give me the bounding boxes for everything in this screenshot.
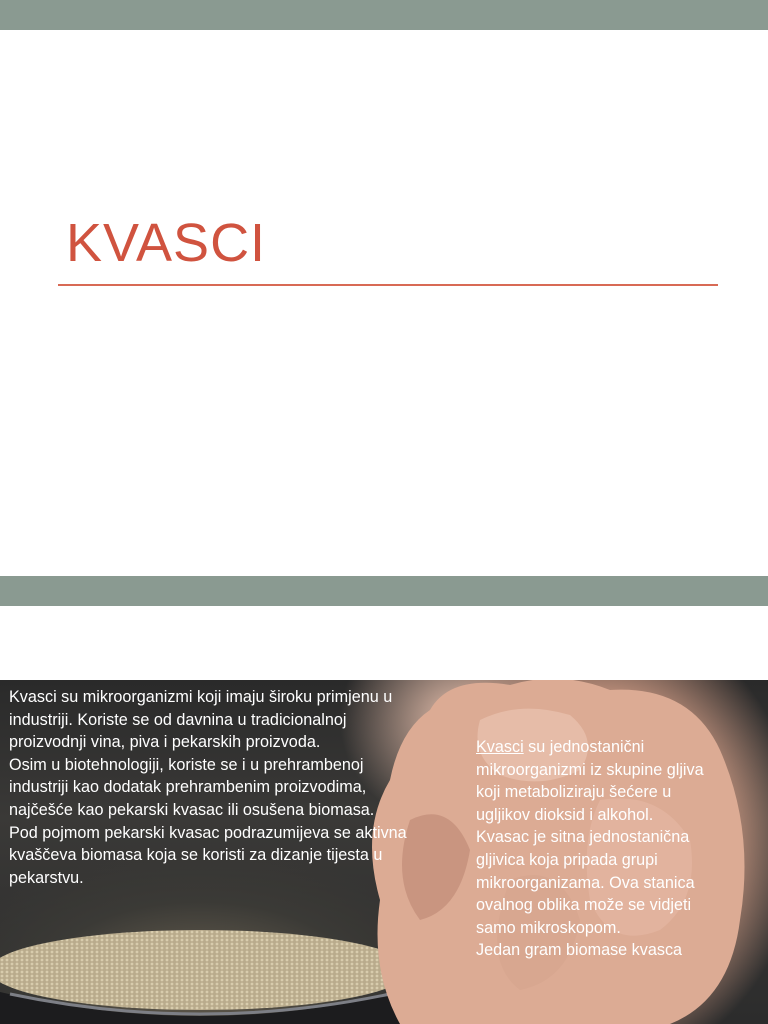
right-paragraph: Jedan gram biomase kvasca	[476, 941, 683, 960]
right-description	[476, 736, 726, 962]
left-paragraph: Osim u biotehnologiji, koriste se i u prehrambenoj industriji kao dodatak prehrambenim proizvodima, najčešće kao pekarski kvasac ili osušena biomasa.	[9, 755, 375, 819]
left-paragraph: Pod pojmom pekarski kvasac podrazumijeva se aktivna kvaščeva biomasa koja se koristi za dizanje tijesta u pekarstvu.	[9, 823, 407, 887]
yeast-slide	[0, 680, 768, 1024]
right-paragraph	[476, 736, 726, 826]
right-paragraph: Kvasac je sitna jednostanična gljivica koja pripada grupi mikroorganizama. Ova stanica ovalnog oblika može se vidjeti	[476, 828, 695, 915]
slide-title: KVASCI	[66, 213, 267, 273]
yeast-granules-bowl-image	[0, 930, 420, 1024]
right-first-text: su jednostanični mikroorganizmi iz skupine gljiva koji metaboliziraju šećere u ugljikov dioksid i alkohol.	[476, 738, 704, 824]
top-accent-band	[0, 0, 768, 30]
right-paragraph: samo mikroskopom.	[476, 918, 621, 937]
slide-separator-band	[0, 576, 768, 606]
kvasci-link[interactable]: Kvasci	[476, 738, 524, 756]
left-description	[9, 686, 419, 889]
title-divider	[58, 284, 718, 286]
left-paragraph: Kvasci su mikroorganizmi koji imaju široku primjenu u industriji. Koriste se od davnina u tradicionalnoj proizvodnji vina, piva i pekarskih proizvoda.	[9, 688, 393, 752]
